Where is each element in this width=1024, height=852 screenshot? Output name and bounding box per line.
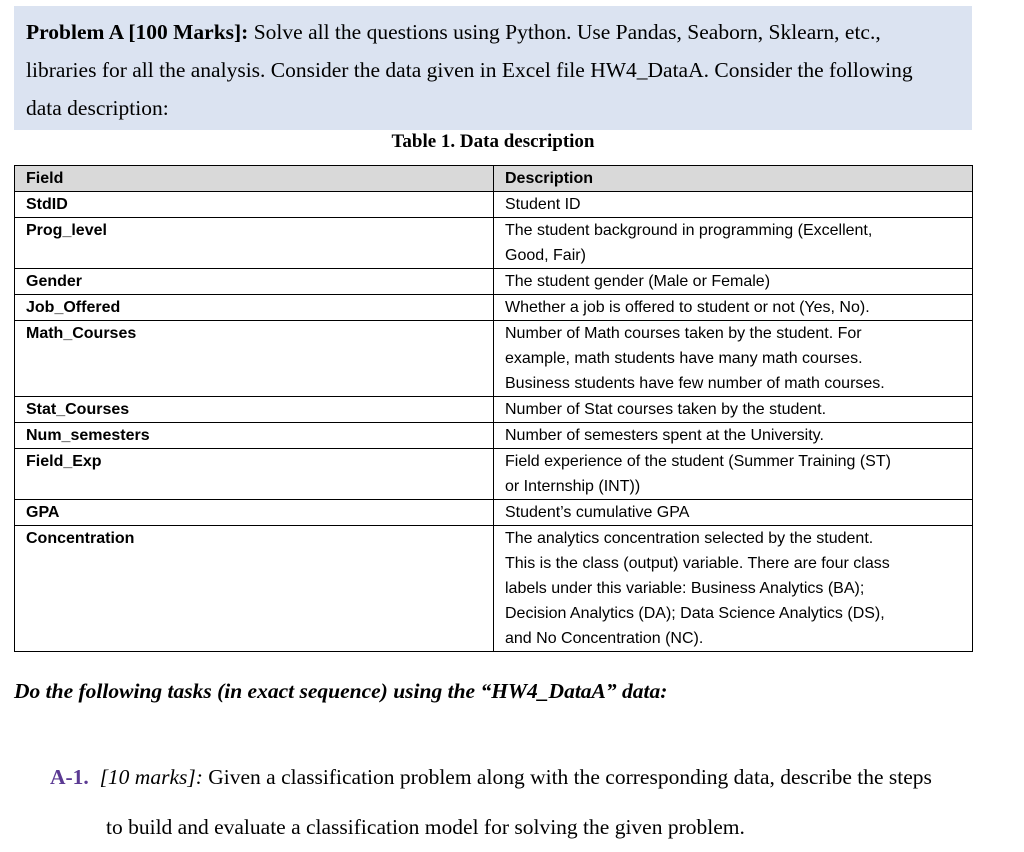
table-row: [15, 321, 973, 397]
header-description: Description: [494, 166, 973, 192]
description-line: example, math students have many math courses.: [505, 350, 863, 367]
field-name-cell: Job_Offered: [15, 295, 494, 321]
field-name-cell: Prog_level: [15, 218, 494, 269]
description-line: Student’s cumulative GPA: [505, 504, 690, 521]
table-row: [15, 449, 973, 500]
problem-statement-box: [14, 6, 972, 130]
description-line: Whether a job is offered to student or not (Yes, No).: [505, 299, 870, 316]
description-line: Number of Math courses taken by the student. For: [505, 325, 862, 342]
problem-line-2: libraries for all the analysis. Consider the data given in Excel file HW4_DataA. Consider the following: [26, 58, 913, 82]
field-description-cell: [494, 321, 973, 397]
table-row: [15, 218, 973, 269]
description-line: Field experience of the student (Summer Training (ST): [505, 453, 891, 470]
field-name-cell: Field_Exp: [15, 449, 494, 500]
field-description-cell: [494, 526, 973, 652]
field-description-cell: [494, 218, 973, 269]
description-line: Number of semesters spent at the University.: [505, 427, 824, 444]
description-line: labels under this variable: Business Analytics (BA);: [505, 580, 865, 597]
field-description-cell: [494, 269, 973, 295]
table-row: [15, 423, 973, 449]
tasks-heading: Do the following tasks (in exact sequence) using the “HW4_DataA” data:: [14, 679, 668, 703]
field-description-cell: [494, 397, 973, 423]
field-name-cell: Math_Courses: [15, 321, 494, 397]
task-a1: [50, 752, 990, 852]
description-line: Student ID: [505, 196, 581, 213]
table-caption: Table 1. Data description: [391, 131, 595, 152]
description-line: The student background in programming (Excellent,: [505, 222, 873, 239]
problem-line-1: [26, 13, 960, 51]
description-line: or Internship (INT)): [505, 478, 641, 495]
table-row: [15, 397, 973, 423]
field-name-cell: GPA: [15, 500, 494, 526]
description-line: and No Concentration (NC).: [505, 630, 704, 647]
description-line: Decision Analytics (DA); Data Science Analytics (DS),: [505, 605, 885, 622]
description-line: The analytics concentration selected by the student.: [505, 530, 874, 547]
description-line: This is the class (output) variable. There are four class: [505, 555, 890, 572]
data-description-table: [14, 165, 973, 652]
table-row: [15, 295, 973, 321]
table-body: [15, 192, 973, 652]
table-header-row: [15, 166, 973, 192]
header-field: Field: [15, 166, 494, 192]
description-line: Good, Fair): [505, 247, 586, 264]
description-line: Number of Stat courses taken by the student.: [505, 401, 827, 418]
table-row: [15, 192, 973, 218]
field-description-cell: [494, 192, 973, 218]
table-row: [15, 269, 973, 295]
description-line: The student gender (Male or Female): [505, 273, 771, 290]
description-line: Business students have few number of math courses.: [505, 375, 885, 392]
task-number: A-1.: [50, 765, 89, 789]
problem-line-3: data description:: [26, 96, 169, 120]
field-name-cell: StdID: [15, 192, 494, 218]
field-name-cell: Concentration: [15, 526, 494, 652]
field-description-cell: [494, 500, 973, 526]
task-a1-line-1: [50, 752, 990, 802]
problem-text-1: Solve all the questions using Python. Use Pandas, Seaborn, Sklearn, etc.,: [253, 20, 881, 44]
field-name-cell: Stat_Courses: [15, 397, 494, 423]
field-name-cell: Gender: [15, 269, 494, 295]
task-text-1: Given a classification problem along with the corresponding data, describe the steps: [208, 765, 932, 789]
field-description-cell: [494, 449, 973, 500]
field-name-cell: Num_semesters: [15, 423, 494, 449]
table-row: [15, 500, 973, 526]
task-a1-line-2: to build and evaluate a classification model for solving the given problem.: [106, 815, 745, 839]
task-marks: [10 marks]:: [99, 765, 203, 789]
field-description-cell: [494, 423, 973, 449]
field-description-cell: [494, 295, 973, 321]
table-row: [15, 526, 973, 652]
problem-title: Problem A [100 Marks]:: [26, 20, 249, 44]
